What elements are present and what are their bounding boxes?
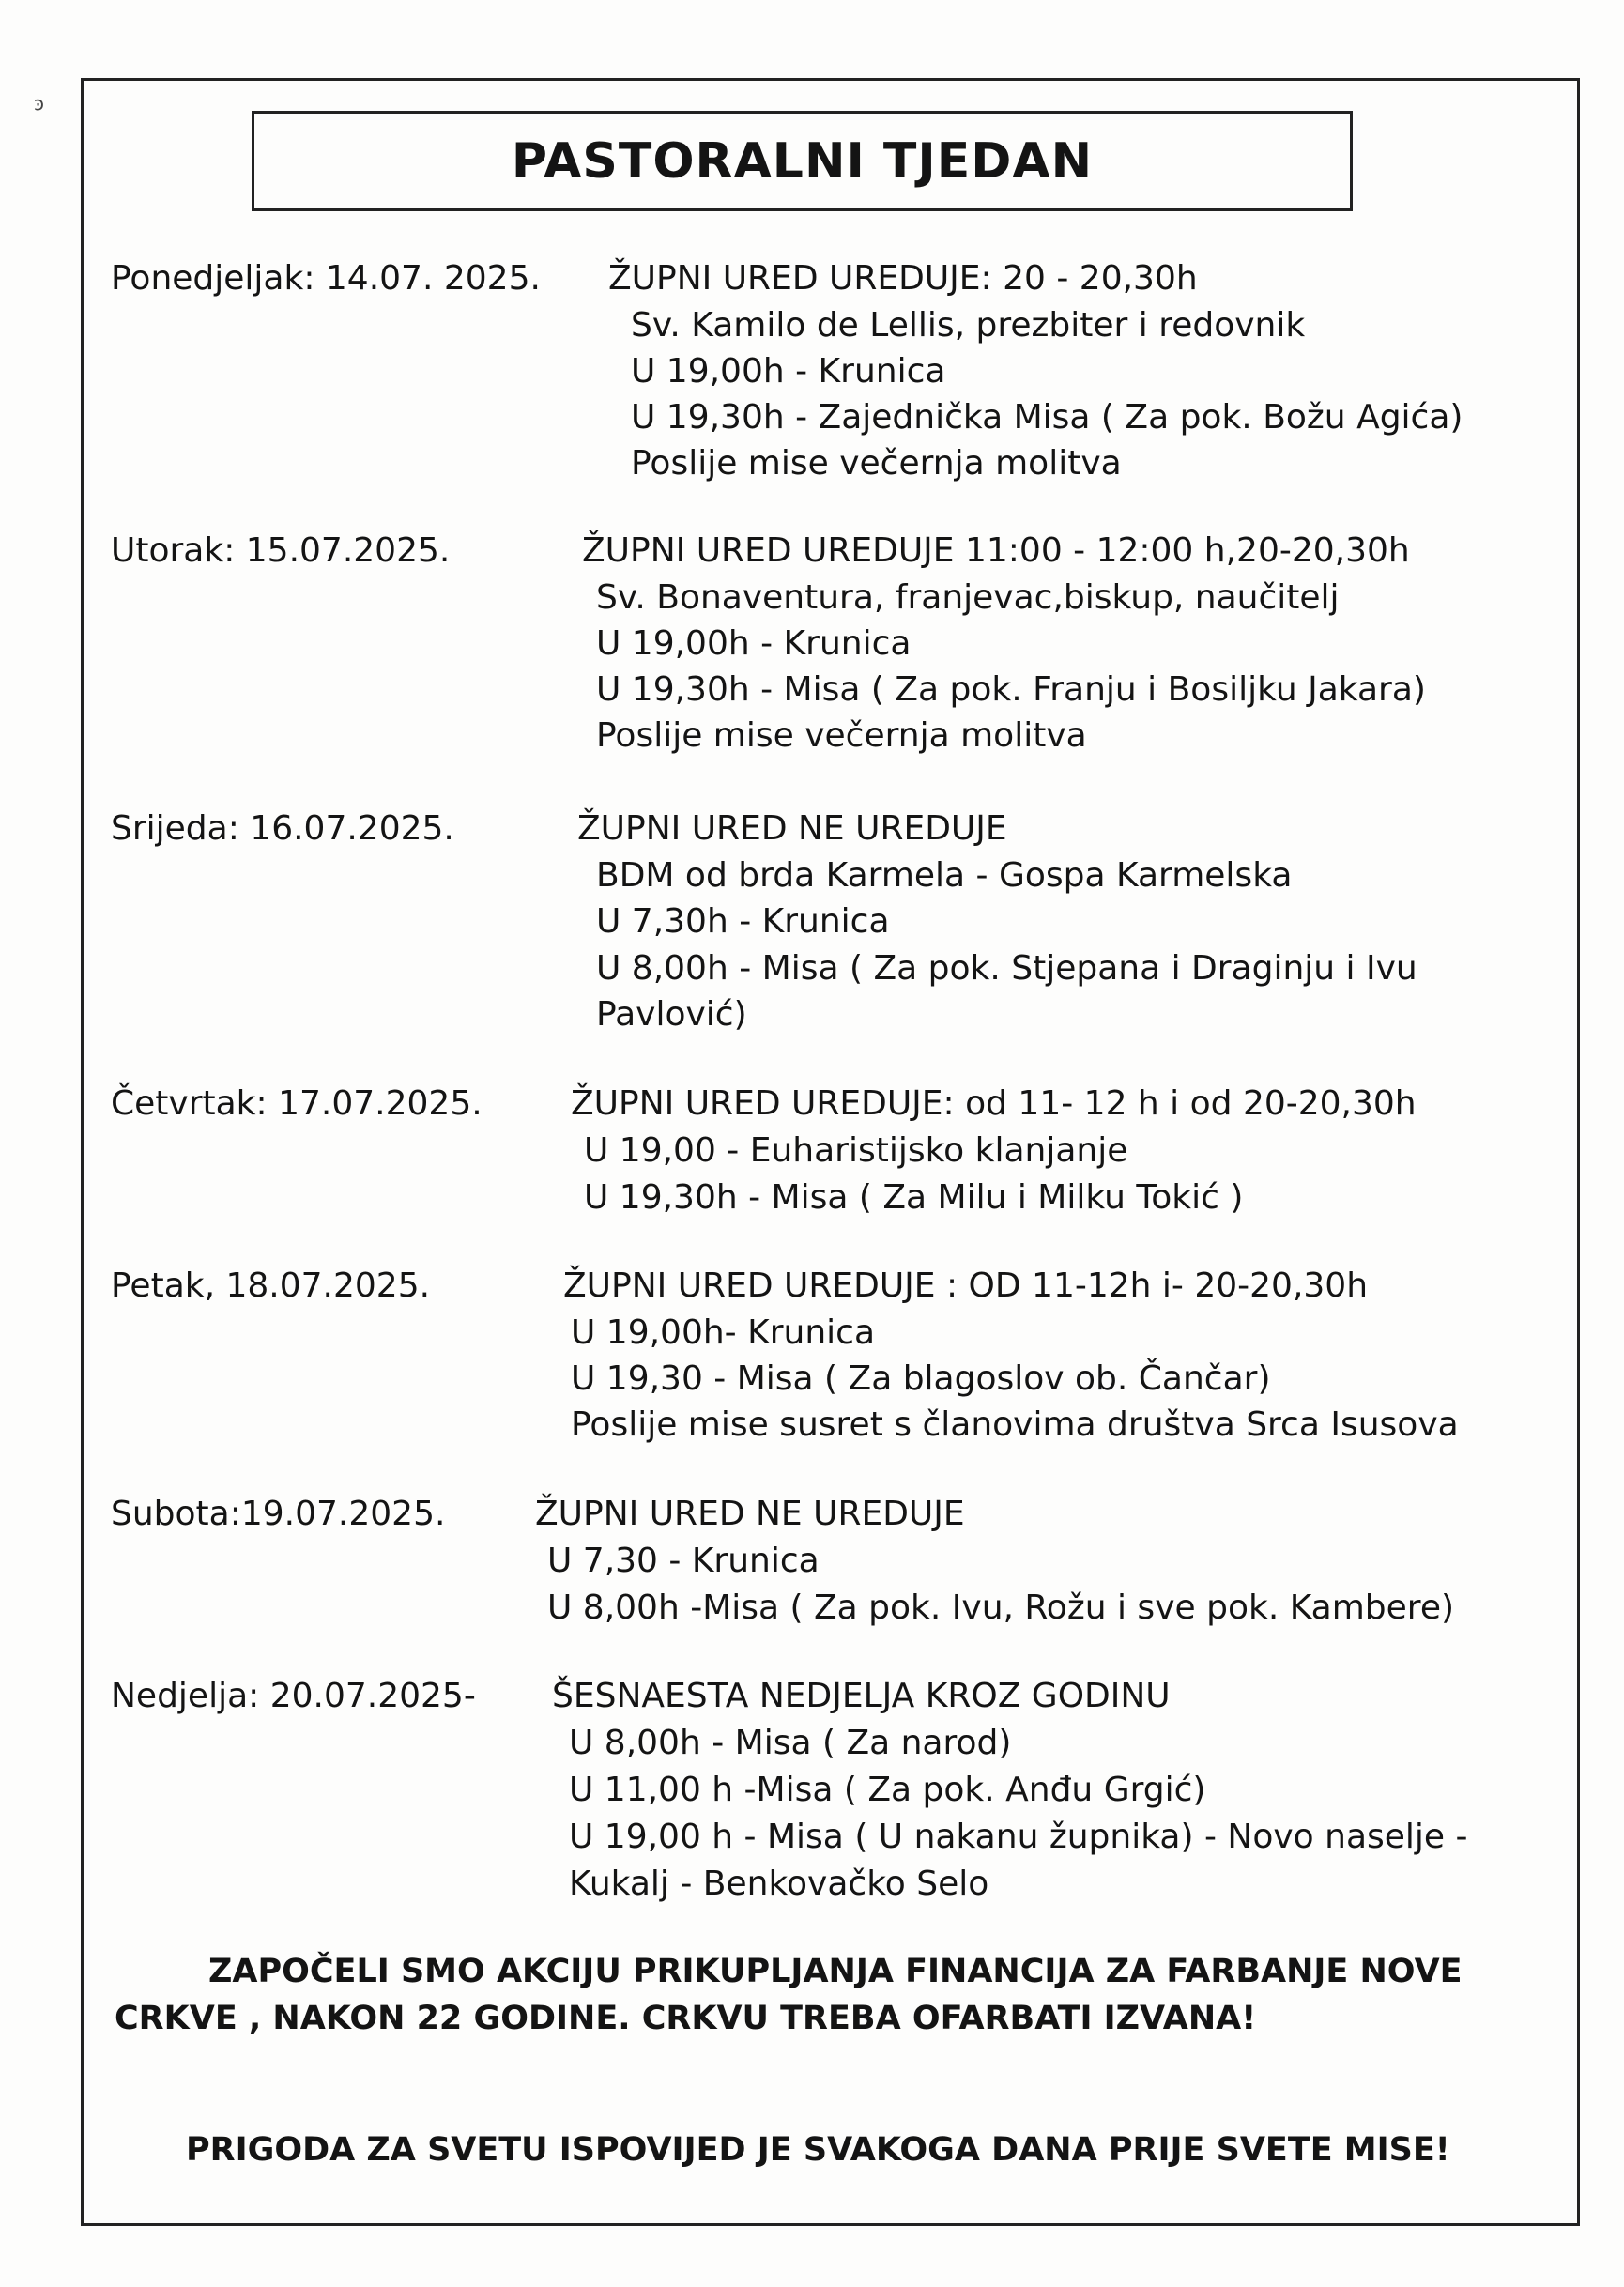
day-line: U 19,00h - Krunica	[596, 624, 912, 663]
day-line: U 8,00h -Misa ( Za pok. Ivu, Rožu i sve pok. Kambere)	[547, 1589, 1455, 1627]
day-label: Ponedjeljak: 14.07. 2025.	[111, 259, 541, 298]
day-line: U 19,00h- Krunica	[571, 1313, 875, 1352]
day-line: U 7,30 - Krunica	[547, 1542, 820, 1580]
day-line: Kukalj - Benkovačko Selo	[569, 1865, 989, 1903]
day-line: U 19,30h - Misa ( Za pok. Franju i Bosiljku Jakara)	[596, 670, 1426, 709]
day-line: U 19,30h - Zajednička Misa ( Za pok. Božu Agića)	[631, 398, 1463, 437]
day-line: U 11,00 h -Misa ( Za pok. Anđu Grgić)	[569, 1771, 1206, 1809]
day-line: U 19,30h - Misa ( Za Milu i Milku Tokić )	[584, 1178, 1244, 1217]
notice-paint-line-1: ZAPOČELI SMO AKCIJU PRIKUPLJANJA FINANCIJA ZA FARBANJE NOVE	[208, 1953, 1463, 1990]
day-line: ŽUPNI URED UREDUJE 11:00 - 12:00 h,20-20,30h	[582, 531, 1410, 570]
day-line: U 8,00h - Misa ( Za pok. Stjepana i Draginju i Ivu	[596, 949, 1417, 988]
day-line: Poslije mise susret s članovima društva Srca Isusova	[571, 1405, 1459, 1444]
day-label: Subota:19.07.2025.	[111, 1495, 446, 1533]
day-line: U 19,00h - Krunica	[631, 352, 946, 391]
day-label: Petak, 18.07.2025.	[111, 1266, 431, 1305]
day-line: Poslije mise večernja molitva	[596, 716, 1087, 755]
day-line: U 19,30 - Misa ( Za blagoslov ob. Čančar)	[571, 1359, 1271, 1398]
day-line: U 8,00h - Misa ( Za narod)	[569, 1724, 1012, 1762]
scan-mark: ͽ	[34, 92, 44, 115]
day-line: U 7,30h - Krunica	[596, 902, 890, 941]
day-line: ŽUPNI URED NE UREDUJE	[577, 809, 1007, 848]
notice-paint-line-2: CRKVE , NAKON 22 GODINE. CRKVU TREBA OFARBATI IZVANA!	[115, 2000, 1257, 2037]
day-line: ŽUPNI URED UREDUJE : OD 11-12h i- 20-20,30h	[563, 1266, 1369, 1305]
day-line: Poslije mise večernja molitva	[631, 444, 1122, 483]
title-box	[252, 111, 1353, 211]
day-line: U 19,00 - Euharistijsko klanjanje	[584, 1131, 1128, 1170]
day-line: ŽUPNI URED NE UREDUJE	[535, 1495, 965, 1533]
day-label: Četvrtak: 17.07.2025.	[111, 1084, 483, 1123]
day-label: Nedjelja: 20.07.2025-	[111, 1677, 476, 1715]
day-line: ŽUPNI URED UREDUJE: 20 - 20,30h	[608, 259, 1198, 298]
day-label: Utorak: 15.07.2025.	[111, 531, 451, 570]
day-label: Srijeda: 16.07.2025.	[111, 809, 454, 848]
day-line: Sv. Kamilo de Lellis, prezbiter i redovnik	[631, 306, 1306, 345]
day-line: U 19,00 h - Misa ( U nakanu župnika) - Novo naselje -	[569, 1818, 1468, 1856]
notice-confession: PRIGODA ZA SVETU ISPOVIJED JE SVAKOGA DANA PRIJE SVETE MISE!	[186, 2131, 1450, 2169]
page-title: PASTORALNI TJEDAN	[511, 132, 1094, 190]
day-line: ŠESNAESTA NEDJELJA KROZ GODINU	[552, 1677, 1171, 1715]
day-line: BDM od brda Karmela - Gospa Karmelska	[596, 856, 1293, 895]
day-line: ŽUPNI URED UREDUJE: od 11- 12 h i od 20-20,30h	[571, 1084, 1417, 1123]
day-line: Pavlović)	[596, 995, 747, 1034]
day-line: Sv. Bonaventura, franjevac,biskup, naučitelj	[596, 578, 1340, 617]
